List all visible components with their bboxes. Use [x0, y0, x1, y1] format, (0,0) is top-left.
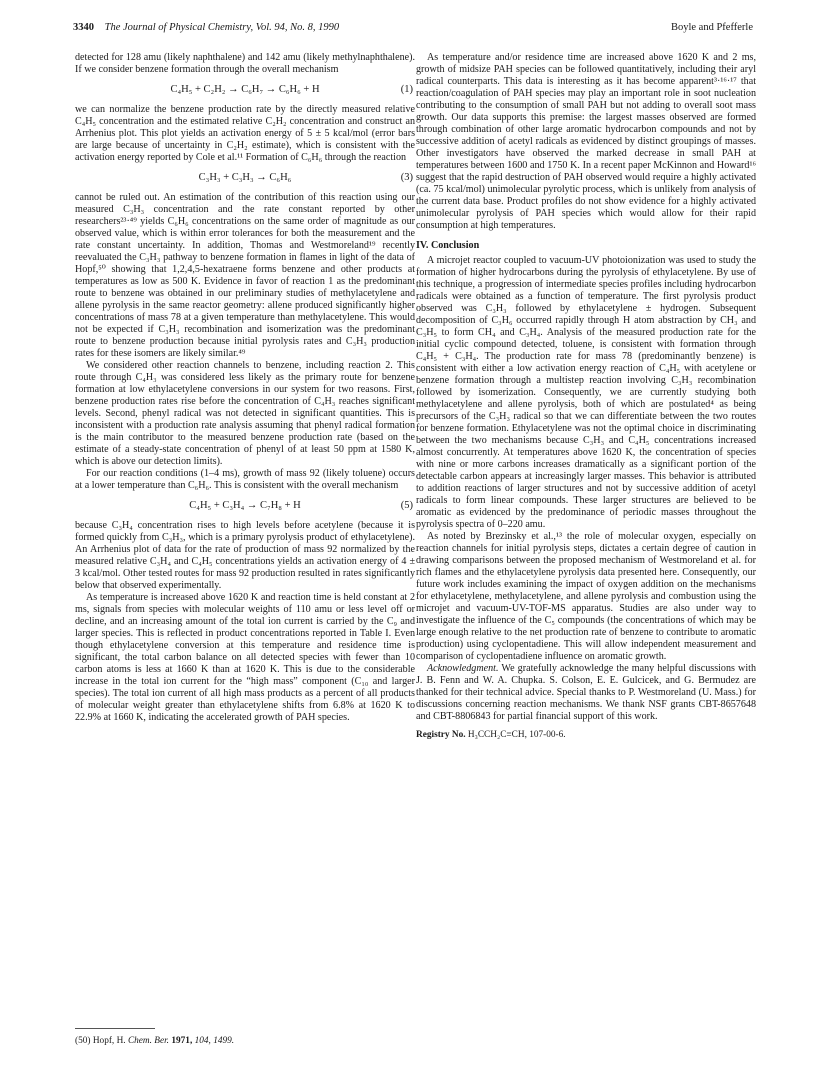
acknowledgment-title: Acknowledgment.: [427, 663, 499, 674]
equation-body: C₄H₅ + C₃H₄ → C₇H₈ + H: [189, 500, 301, 511]
paragraph: detected for 128 amu (likely naphthalene) and 142 amu (likely methylnaphthalene). If we consider benzene formation through the overall mechanism: [75, 52, 415, 75]
footnote-author: Hopf, H.: [92, 1036, 126, 1046]
registry-line: [416, 729, 756, 741]
footnote-year: 1971,: [171, 1036, 193, 1046]
journal-citation: The Journal of Physical Chemistry, Vol. 94, No. 8, 1990: [104, 22, 340, 33]
equation-3: [75, 168, 415, 188]
paragraph: because C₃H₄ concentration rises to high levels before acetylene (because it is formed quickly from C₃H₃, which is a primary pyrolysis product of ethylacetylene). An Arrhenius plot of data for the rate of production of mass 92 normalized by the measured relative C₃H₄ and C₄H₅ concentrations yields an activation energy of 4 ± 3 kcal/mol. Other tested routes for mass 92 production resulted in rates significantly below that observed experimentally.: [75, 520, 415, 591]
equation-body: C₃H₃ + C₃H₃ → C₆H₆: [198, 172, 292, 183]
header-authors: Boyle and Pfefferle: [670, 22, 753, 33]
footnote-number: (50): [75, 1036, 91, 1046]
paragraph: A microjet reactor coupled to vacuum-UV photoionization was used to study the formation of higher hydrocarbons during the pyrolysis of ethylacetylene. By use of this technique, a progression of intermediate species profiles including hydrocarbon radicals were obtained as a function of temperature. The first pyrolysis product observed was C₃H₃ followed by ethylacetylene ± hydrogen. Subsequent decomposition of C₃H₆ occurred rapidly through H atom abstraction by CH₃ and C₃H₅ to form CH₄ and C₃H₄. Analysis of the measured production rate for the initial cyclic compound detected, toluene, is consistent with formation through C₄H₅ + C₃H₄. The production rate for mass 78 (predominantly benzene) is consistent with either a low activation energy reaction of C₄H₅ with acetylene or benzene formation through a multistep reaction involving C₃H₃ recombination followed by isomerization. Consequently, we are currently studying both methylacetylene and allene pyrolysis, both of which are postulated⁴ as being precursors of the C₃H₃ radical so that we can differentiate between the two routes for benzene formation. Ethylacetylene was not the optimal choice in discriminating between the two mechanisms because C₃H₃ and C₄H₅ concentrations increased almost concurrently. At temperatures above 1620 K, the concentration of species with nine or more carbons increases dramatically as a significant portion of the detectable carbon appears at increasingly larger masses. This behavior is attributed to addition reactions of larger structures and not by successive addition of acetyl radicals to form linear compounds. These larger structures are believed to be aromatic as evidenced by the predominance of periodic masses throughout the pyrolysis spectra of 0–220 amu.: [416, 255, 756, 530]
running-header: [73, 22, 753, 40]
paragraph: we can normalize the benzene production rate by the directly measured relative C₄H₅ concentration and the estimated relative C₂H₂ concentration and construct an Arrhenius plot. This plot yields an activation energy of 5 ± 5 kcal/mol (error bars are large because of uncertainty in C₂H₂ estimate), which is consistent with the activation energy reported by Cole et al.¹¹ Formation of C₆H₆ through the reaction: [75, 104, 415, 163]
paragraph: As noted by Brezinsky et al.,¹³ the role of molecular oxygen, especially on reaction channels for initial pyrolysis steps, dictates a certain degree of caution in drawing comparisons between the proposed mechanism of Westmoreland et al. for rich flames and the ethylacetylene pyrolysis data presented here. Consequently, our future work includes examining the impact of oxygen addition on the mechanisms for ethylacetylene, methylacetylene, and allene pyrolysis and combustion using the microjet and vacuum-UV-TOF-MS apparatus. Studies are also under way to investigate the influence of the C₅ compounds (the concentrations of which may be large enough relative to the net production rate of benzene to contribute to aromatic production) using cyclopentadiene. This will allow independent measurement and comparison of cyclopentadiene influence on aromatic growth.: [416, 531, 756, 662]
paragraph: For our reaction conditions (1–4 ms), growth of mass 92 (likely toluene) occurs at a lower temperature than C₆H₆. This is consistent with the overall mechanism: [75, 468, 415, 491]
registry-label: Registry No.: [416, 730, 466, 740]
header-left: [73, 22, 339, 33]
paragraph: We considered other reaction channels to benzene, including reaction 2. This route through C₄H₃ was considered less likely as the primary route for benzene formation at low ethylacetylene conversions in our system for two reasons. First, benzene production rates rise before the concentration of C₄H₃ reaches significant levels. Second, phenyl radical was not detected in significant quantities. This is inconsistent with a production rate analysis assuming that phenyl radical formation is the main contributor to the measured benzene production rate (based on the estimate of a steady-state concentration of phenyl of at least 50 ppm at 1580 K, which is above our detection limits).: [75, 360, 415, 467]
registry-text: H₃CCH₂C≡CH, 107-00-6.: [465, 730, 566, 740]
paragraph: As temperature and/or residence time are increased above 1620 K and 2 ms, growth of midsize PAH species can be followed quantitatively, including their aryl radical counterparts. This data is interesting as it has become apparent³·¹⁶·¹⁷ that reaction/coagulation of PAH species may play an important role in soot nucleation contributing to the consumption of small PAH but not adding to overall soot mass growth. Our data supports this premise: the largest masses observed are formed through combination of other large aromatic hydrocarbon compounds and not by successive addition of acetyl radicals as evidenced by distinct groupings of masses. Other investigators have observed the marked decrease in small PAH at temperatures between 1600 and 1750 K. In a recent paper McKinnon and Howard¹⁶ suggest that the rapid destruction of PAH observed would require a highly activated (ca. 75 kcal/mol) unimolecular pyrolytic process, which is unlikely from analysis of the current data base. Product profiles do not show evidence for a highly activated unimolecular pyrolysis of PAH species which would allow for their rapid consumption at high temperatures.: [416, 52, 756, 231]
footnote-volume-pages: 104, 1499.: [194, 1036, 235, 1046]
acknowledgment-paragraph: [416, 663, 756, 723]
acknowledgment-text: We gratefully acknowledge the many helpful discussions with J. B. Fenn and W. A. Chupka. S. Colson, E. E. Gulcicek, and G. Bermudez are thanked for their technical advice. Special thanks to P. Westmoreland (U. Mass.) for discussions concerning reaction mechanisms. We thank NSF grants CBT-8657648 and CBT-8806843 for partial financial support of this work.: [416, 663, 756, 722]
footnote: [75, 1036, 405, 1046]
paragraph: As temperature is increased above 1620 K and reaction time is held constant at 2 ms, signals from species with molecular weights of 110 amu or less level off or decline, and an increasing amount of the total ion current is carried by the C₉ and larger species. This is reflected in product concentrations reported in Table I. Even though ethylacetylene conversion at this temperature and residence time is significant, the total carbon balance on all detected species with fewer than 10 carbon atoms is less at 1660 K than at 1620 K. This is due to the considerable increase in the total ion current for the “high mass” component (C₁₀ and larger species). The total ion current of all high mass products as a percent of all products of molecular weight greater than ethylacetylene shifts from 6.8% at 1620 K to 22.9% at 1660 K, indicating the accelerated growth of PAH species.: [75, 592, 415, 723]
paragraph: cannot be ruled out. An estimation of the contribution of this reaction using our measured C₃H₃ concentration and the rate constant reported by other researchers²³·⁴⁹ yields C₆H₆ concentrations on the same order of magnitude as our observed value, which is within error tolerances for both the measurement and the rate constant uncertainty. In addition, Thomas and Westmoreland¹⁹ recently reevaluated the C₃H₃ pathway to benzene formation in flames in light of the data of Hopf,⁵⁰ showing that 1,2,4,5-hexatraene forms benzene and other products at temperatures as low as 500 K. Evidence in favor of reaction 1 as the predominant route to benzene was obtained in our preliminary studies of methylacetylene and allene pyrolysis in the same reactor geometry: allene produced significantly higher concentrations of mass 78 at a given temperature than methylacetylene. This would not be expected if C₃H₃ recombination and isomerization was the predominant route to benzene production because initial pyrolysis rates and C₃H₃ production rates for these isomers are likely similar.⁴⁹: [75, 192, 415, 359]
equation-body: C₄H₅ + C₂H₂ → C₆H₇ → C₆H₆ + H: [170, 84, 320, 95]
page-number: 3340: [73, 22, 94, 33]
footnote-rule: [75, 1028, 155, 1029]
equation-5: [75, 496, 415, 516]
right-column: [416, 52, 756, 741]
equation-number: (5): [400, 500, 413, 511]
equation-number: (3): [400, 172, 413, 183]
equation-1: [75, 80, 415, 100]
footnote-journal: Chem. Ber.: [127, 1036, 170, 1046]
section-heading: IV. Conclusion: [416, 240, 480, 251]
equation-number: (1): [400, 84, 413, 95]
left-column: [75, 52, 415, 724]
